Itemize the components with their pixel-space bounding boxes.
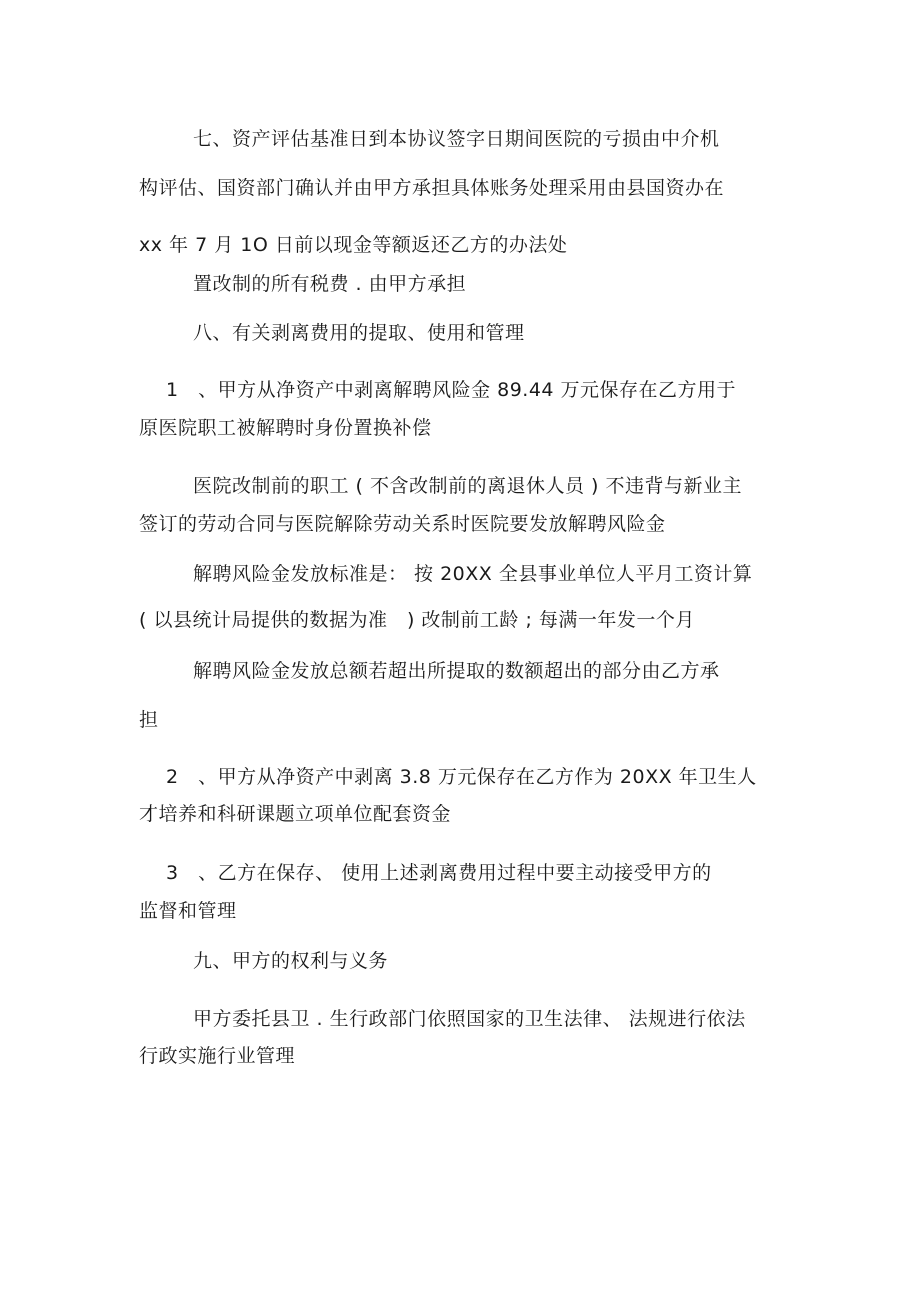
text-line: xx 年 7 月 1O 日前以现金等额返还乙方的办法处 [139, 234, 568, 256]
text-line: 才培养和科研课题立项单位配套资金 [139, 803, 452, 825]
text-line: 3 、乙方在保存、 使用上述剥离费用过程中要主动接受甲方的 [166, 862, 712, 884]
text-line: 行政实施行业管理 [139, 1045, 296, 1067]
text-line: 担 [139, 709, 159, 731]
text-line: 甲方委托县卫 . 生行政部门依照国家的卫生法律、 法规进行依法 [193, 1008, 746, 1030]
text-line: 医院改制前的职工 ( 不含改制前的离退休人员 ) 不违背与新业主 [193, 475, 742, 497]
text-line: 签订的劳动合同与医院解除劳动关系时医院要发放解聘风险金 [139, 513, 666, 535]
text-line: 七、资产评估基准日到本协议签字日期间医院的亏损由中介机 [193, 128, 720, 150]
text-line: ( 以县统计局提供的数据为准 ) 改制前工龄 ; 每满一年发一个月 [139, 609, 695, 631]
text-line: 原医院职工被解聘时身份置换补偿 [139, 417, 432, 439]
text-line: 八、有关剥离费用的提取、使用和管理 [193, 322, 525, 344]
text-line: 监督和管理 [139, 900, 237, 922]
text-line: 2 、甲方从净资产中剥离 3.8 万元保存在乙方作为 20XX 年卫生人 [166, 766, 757, 788]
text-line: 解聘风险金发放总额若超出所提取的数额超出的部分由乙方承 [193, 660, 720, 682]
text-line: 构评估、国资部门确认并由甲方承担具体账务处理采用由县国资办在 [139, 177, 725, 199]
text-line: 1 、甲方从净资产中剥离解聘风险金 89.44 万元保存在乙方用于 [166, 379, 737, 401]
text-line: 解聘风险金发放标准是： 按 20XX 全县事业单位人平月工资计算 [193, 563, 753, 585]
text-line: 置改制的所有税费 . 由甲方承担 [193, 273, 467, 295]
text-line: 九、甲方的权利与义务 [193, 950, 389, 972]
